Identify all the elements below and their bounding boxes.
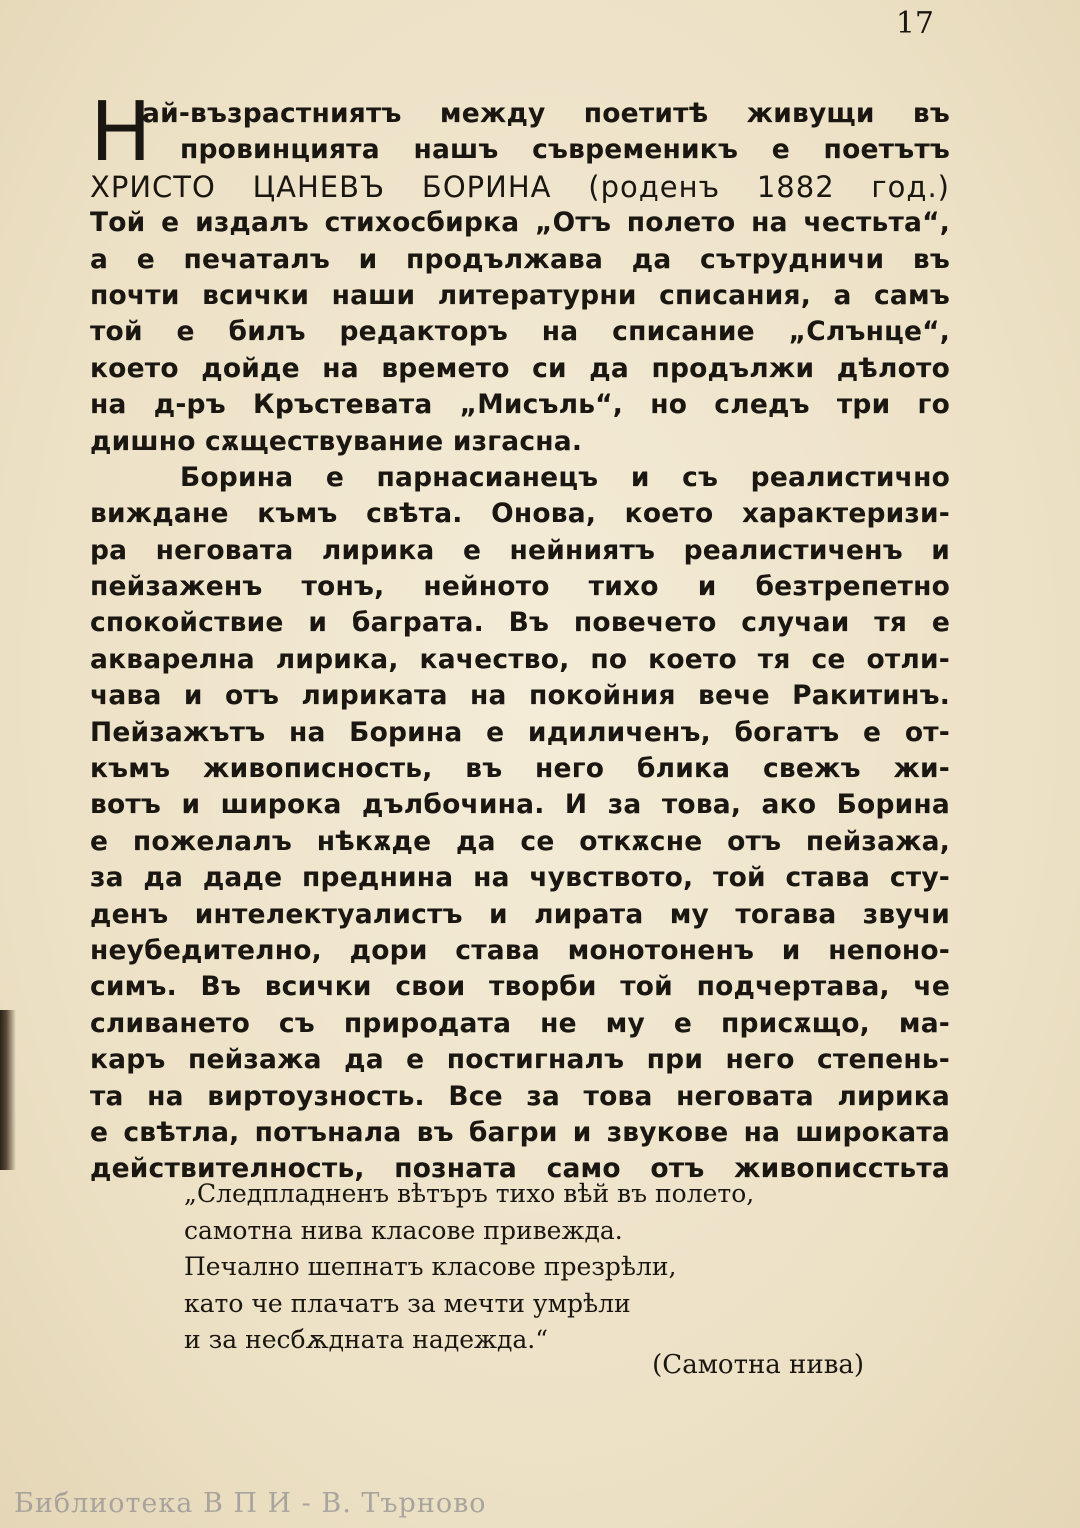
text-line: Борина е парнасианецъ и съ реалистично xyxy=(180,461,950,493)
text-line: чава и отъ лириката на покойния вече Ракитинъ. xyxy=(90,680,950,712)
library-stamp: Библиотека В П И - В. Търново xyxy=(14,1488,487,1519)
text-line: акварелна лирика, качество, по което тя се отли- xyxy=(90,643,950,675)
text-line: действителность, позната само отъ живописстьта xyxy=(90,1153,950,1185)
text-line: неубедително, дори става монотоненъ и непоно- xyxy=(90,934,950,966)
text-line: ХРИСТО ЦАНЕВЪ БОРИНА (роденъ 1882 год.) xyxy=(90,169,950,204)
text-line: Той е издалъ стихосбирка „Отъ полето на честьта“, xyxy=(90,207,950,239)
text-line: е пожелалъ нѣкѫде да се откѫсне отъ пейзажа, xyxy=(90,825,950,857)
text-line: Пейзажътъ на Борина е идиличенъ, богатъ е от- xyxy=(90,716,950,748)
verse-line: и за несбѫдната надежда.“ xyxy=(184,1325,549,1355)
text-line: спокойствие и баграта. Въ повечето случаи тя е xyxy=(90,607,950,639)
text-line: той е билъ редакторъ на списание „Слънце“, xyxy=(90,316,950,348)
text-line: сливането съ природата не му е присѫщо, ма- xyxy=(90,1007,950,1039)
text-line: за да даде преднина на чувството, той става сту- xyxy=(90,862,950,894)
verse-line: самотна нива класове привежда. xyxy=(184,1215,623,1245)
paragraph-2 xyxy=(90,460,950,1188)
verse-attribution: (Самотна нива) xyxy=(652,1350,864,1380)
paragraph-1 xyxy=(90,85,950,460)
verse-line: като че плачатъ за мечти умрѣли xyxy=(184,1288,631,1318)
body-text xyxy=(90,85,950,1188)
page-number: 17 xyxy=(895,6,934,41)
text-line: а е печаталъ и продължава да сътрудничи въ xyxy=(90,243,950,275)
text-line: дишно сѫществувание изгасна. xyxy=(90,425,583,457)
verse-line: Печално шепнатъ класове презрѣли, xyxy=(184,1252,677,1282)
text-line: денъ интелектуалистъ и лирата му тогава звучи xyxy=(90,898,950,930)
text-line: е свѣтла, потънала въ багри и звукове на широката xyxy=(90,1116,950,1148)
text-line: та на виртоузность. Все за това неговата лирика xyxy=(90,1080,950,1112)
page-edge-mark xyxy=(0,1010,16,1170)
text-line: вотъ и широка дълбочина. И за това, ако Борина xyxy=(90,789,950,821)
drop-cap: Н xyxy=(90,85,152,180)
text-line: ра неговата лирика е нейниятъ реалистиченъ и xyxy=(90,534,950,566)
text-line: каръ пейзажа да е постигналъ при него степень- xyxy=(90,1044,950,1076)
verse-quote xyxy=(184,1176,884,1359)
verse-line: „Следпладненъ вѣтъръ тихо вѣй въ полето, xyxy=(184,1179,755,1208)
text-line: ай-възрастниятъ между поетитѣ живущи въ xyxy=(142,98,950,129)
text-line: къмъ живописность, въ него блика свежъ жи- xyxy=(90,753,950,785)
text-line: на д-ръ Кръстевата „Мисъль“, но следъ три го xyxy=(90,389,950,421)
text-line: виждане къмъ свѣта. Онова, което характеризи- xyxy=(90,498,950,530)
text-line: което дойде на времето си да продължи дѣлото xyxy=(90,352,950,384)
text-line: симъ. Въ всички свои творби той подчертава, че xyxy=(90,971,950,1003)
text-line: почти всички наши литературни списания, а самъ xyxy=(90,279,950,311)
text-line: провинцията нашъ съвременикъ е поетътъ xyxy=(180,134,950,166)
text-line: пейзаженъ тонъ, нейното тихо и безтрепетно xyxy=(90,571,950,603)
